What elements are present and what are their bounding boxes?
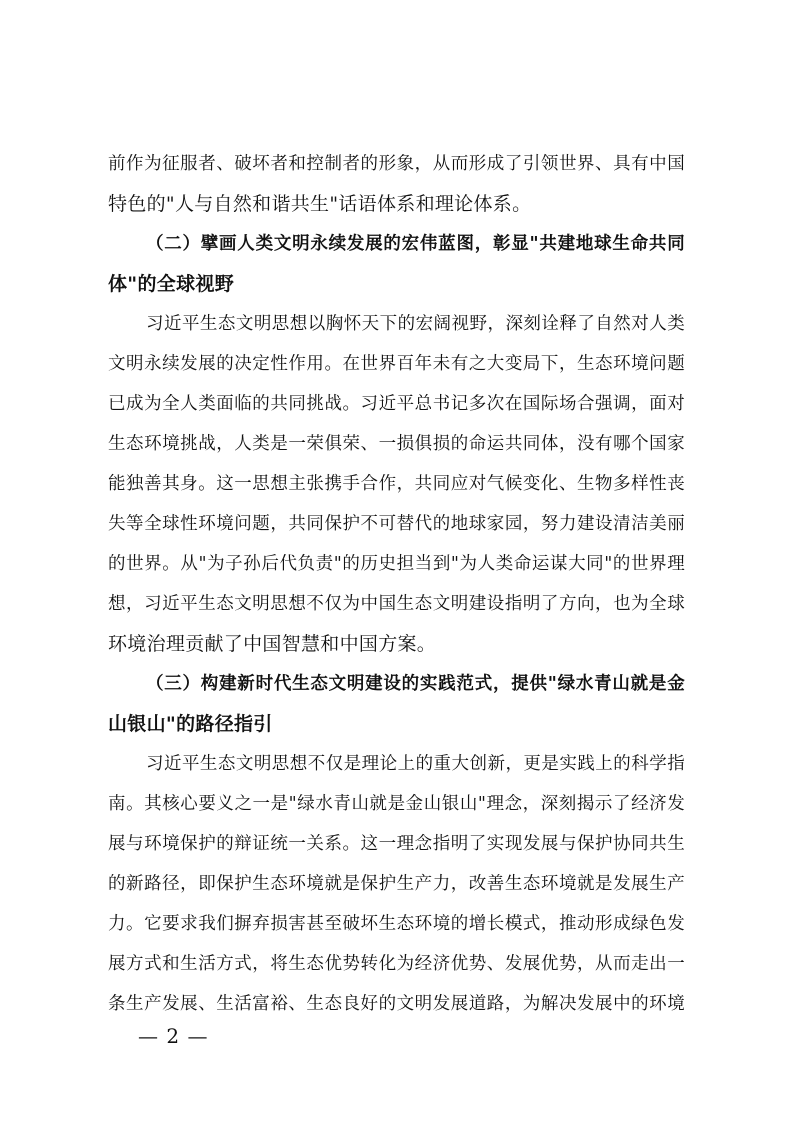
document-page (108, 144, 685, 1024)
heading-line: （二）擘画人类文明永续发展的宏伟蓝图，彰显"共建地球生命共同 (146, 234, 685, 254)
text-line: 展方式和生活方式，将生态优势转化为经济优势、发展优势，从而走出一 (108, 954, 685, 974)
text-line: 失等全球性环境问题，共同保护不可替代的地球家园，努力建设清洁美丽 (108, 514, 685, 534)
text-line: 前作为征服者、破坏者和控制者的形象，从而形成了引领世界、具有中国 (108, 154, 685, 174)
section-heading-2 (108, 224, 685, 304)
page-number: — 2 — (138, 1024, 209, 1048)
heading-line: （三）构建新时代生态文明建设的实践范式，提供"绿水青山就是金 (146, 674, 685, 694)
text-line: 条生产发展、生活富裕、生态良好的文明发展道路，为解决发展中的环境 (108, 994, 685, 1014)
heading-line: 山银山"的路径指引 (108, 713, 273, 735)
section-heading-3 (108, 664, 685, 744)
text-line: 展与环境保护的辩证统一关系。这一理念指明了实现发展与保护协同共生 (108, 834, 685, 854)
text-line: 能独善其身。这一思想主张携手合作，共同应对气候变化、生物多样性丧 (108, 474, 685, 494)
text-line: 环境治理贡献了中国智慧和中国方案。 (108, 633, 437, 655)
heading-line: 体"的全球视野 (108, 273, 234, 295)
text-line: 南。其核心要义之一是"绿水青山就是金山银山"理念，深刻揭示了经济发 (108, 794, 685, 814)
text-line: 文明永续发展的决定性作用。在世界百年未有之大变局下，生态环境问题 (108, 354, 685, 374)
text-line: 习近平生态文明思想以胸怀天下的宏阔视野，深刻诠释了自然对人类 (146, 314, 685, 334)
text-line: 的新路径，即保护生态环境就是保护生产力，改善生态环境就是发展生产 (108, 874, 685, 894)
text-line: 已成为全人类面临的共同挑战。习近平总书记多次在国际场合强调，面对 (108, 394, 685, 414)
text-line: 的世界。从"为子孙后代负责"的历史担当到"为人类命运谋大同"的世界理 (108, 554, 685, 574)
paragraph-3 (108, 744, 685, 1024)
text-line: 特色的"人与自然和谐共生"话语体系和理论体系。 (108, 193, 532, 215)
text-line: 想，习近平生态文明思想不仅为中国生态文明建设指明了方向，也为全球 (108, 594, 685, 614)
text-line: 习近平生态文明思想不仅是理论上的重大创新，更是实践上的科学指 (146, 754, 685, 774)
text-line: 生态环境挑战，人类是一荣俱荣、一损俱损的命运共同体，没有哪个国家 (108, 434, 685, 454)
text-line: 力。它要求我们摒弃损害甚至破坏生态环境的增长模式，推动形成绿色发 (108, 914, 685, 934)
paragraph-intro (108, 144, 685, 224)
paragraph-2 (108, 304, 685, 664)
